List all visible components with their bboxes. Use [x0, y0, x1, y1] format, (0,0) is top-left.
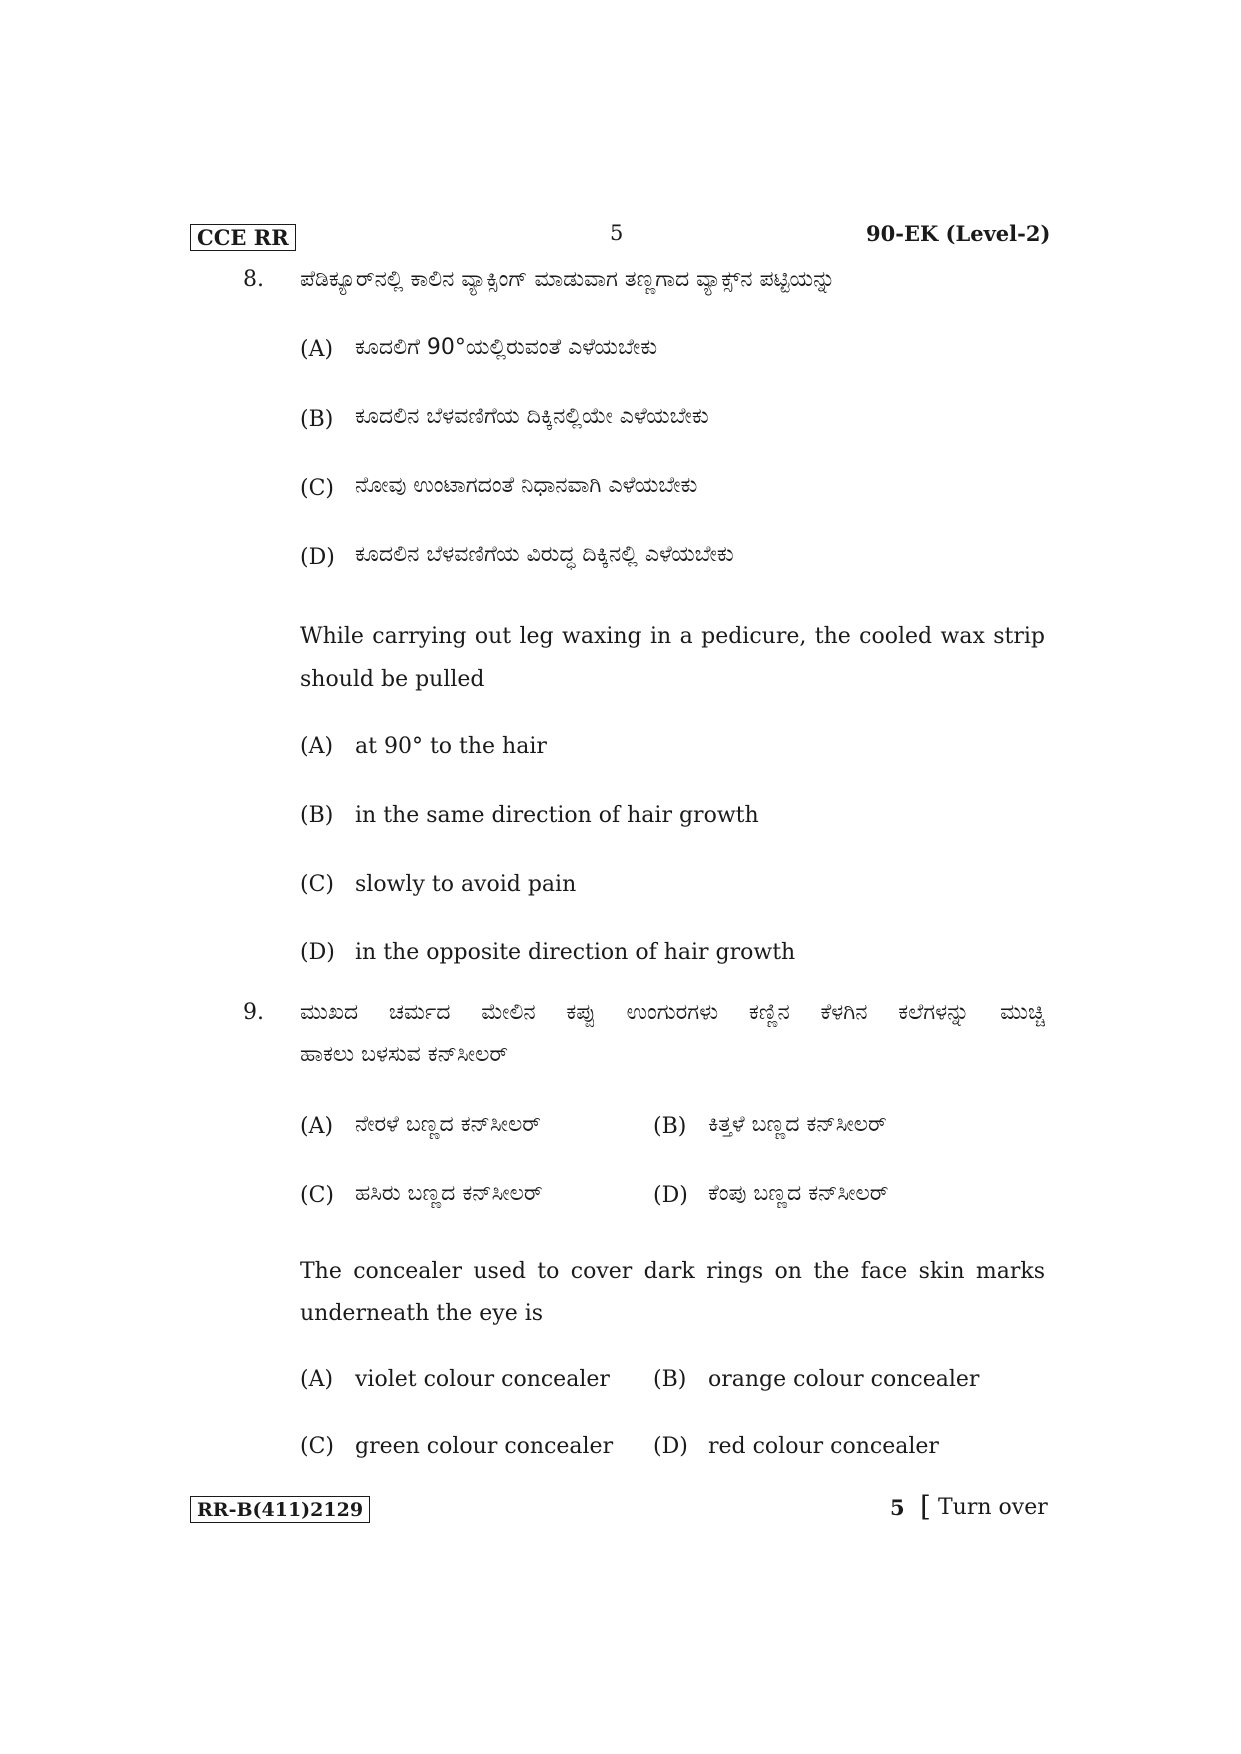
q9-english-stem-line2: underneath the eye is [300, 1301, 544, 1326]
question-8-number: 8. [243, 267, 264, 292]
footer-bracket: [ [920, 1490, 931, 1523]
q9-kannada-stem-line2: ಹಾಕಲು ಬಳಸುವ ಕನ್‌ಸೀಲರ್ [300, 1042, 509, 1067]
q8-kn-option-b-label: (B) [300, 407, 334, 432]
q9-en-option-b-label: (B) [653, 1367, 687, 1392]
q9-kn-option-b-label: (B) [653, 1114, 687, 1139]
q9-en-option-d-text: red colour concealer [708, 1434, 939, 1459]
q9-kn-option-d-text: ಕೆಂಪು ಬಣ್ಣದ ಕನ್‌ಸೀಲರ್ [708, 1181, 889, 1206]
q9-kn-option-c-label: (C) [300, 1183, 334, 1208]
q8-kn-option-a-label: (A) [300, 337, 334, 362]
question-8-kannada-stem: ಪೆಡಿಕ್ಯೂರ್‌ನಲ್ಲಿ ಕಾಲಿನ ವ್ಯಾಕ್ಸಿಂಗ್ ಮಾಡುವಾಗ ತಣ್ಣಗಾದ ವ್ಯಾಕ್ಸ್‌ನ ಪಟ್ಟಿಯನ್ನು [300, 267, 836, 292]
q8-kn-option-a-text: ಕೂದಲಿಗೆ 90°ಯಲ್ಲಿರುವಂತೆ ಎಳೆಯಬೇಕು [355, 335, 658, 360]
header-code-right: 90-EK (Level-2) [866, 221, 1051, 246]
q8-en-option-b-label: (B) [300, 803, 334, 828]
question-9-number: 9. [243, 1000, 264, 1025]
q8-en-option-c-text: slowly to avoid pain [355, 872, 577, 897]
q8-kn-option-d-text: ಕೂದಲಿನ ಬೆಳವಣಿಗೆಯ ವಿರುದ್ಧ ದಿಕ್ಕಿನಲ್ಲಿ ಎಳೆಯಬೇಕು [355, 542, 734, 567]
q8-en-option-d-text: in the opposite direction of hair growth [355, 940, 796, 965]
q9-en-option-c-text: green colour concealer [355, 1434, 614, 1459]
q8-en-option-d-label: (D) [300, 940, 335, 965]
q9-en-option-b-text: orange colour concealer [708, 1367, 980, 1392]
q9-kn-option-d-label: (D) [653, 1183, 688, 1208]
footer-page-number: 5 [890, 1495, 905, 1520]
q9-english-stem-line1: The concealer used to cover dark rings on the face skin marks [300, 1259, 1045, 1284]
q9-kn-option-c-text: ಹಸಿರು ಬಣ್ಣದ ಕನ್‌ಸೀಲರ್ [355, 1181, 543, 1206]
footer-code-left: RR-B(411)2129 [190, 1496, 370, 1523]
q8-en-option-a-text: at 90° to the hair [355, 734, 547, 759]
q8-en-option-c-label: (C) [300, 872, 334, 897]
q8-kn-option-b-text: ಕೂದಲಿನ ಬೆಳವಣಿಗೆಯ ದಿಕ್ಕಿನಲ್ಲಿಯೇ ಎಳೆಯಬೇಕು [355, 404, 709, 429]
q8-english-stem-line2: should be pulled [300, 667, 485, 692]
q9-kn-option-b-text: ಕಿತ್ತಳೆ ಬಣ್ಣದ ಕನ್‌ಸೀಲರ್ [708, 1112, 887, 1137]
q8-en-option-b-text: in the same direction of hair growth [355, 803, 759, 828]
q8-english-stem-line1: While carrying out leg waxing in a pedicure, the cooled wax strip [300, 624, 1045, 649]
q8-kn-option-c-text: ನೋವು ಉಂಟಾಗದಂತೆ ನಿಧಾನವಾಗಿ ಎಳೆಯಬೇಕು [355, 473, 698, 498]
q8-kn-option-d-label: (D) [300, 545, 335, 570]
q9-en-option-d-label: (D) [653, 1434, 688, 1459]
q8-en-option-a-label: (A) [300, 734, 334, 759]
q9-kannada-stem-line1: ಮುಖದ ಚರ್ಮದ ಮೇಲಿನ ಕಪ್ಪು ಉಂಗುರಗಳು ಕಣ್ಣಿನ ಕೆಳಗಿನ ಕಲೆಗಳನ್ನು ಮುಚ್ಚಿ [300, 1000, 1045, 1025]
header-code-left: CCE RR [190, 224, 296, 251]
header-page-number: 5 [610, 221, 624, 245]
q9-kn-option-a-text: ನೇರಳೆ ಬಣ್ಣದ ಕನ್‌ಸೀಲರ್ [355, 1112, 542, 1137]
q9-en-option-a-label: (A) [300, 1367, 334, 1392]
q9-kn-option-a-label: (A) [300, 1114, 334, 1139]
q8-kn-option-c-label: (C) [300, 476, 334, 501]
footer-turn-over: Turn over [938, 1495, 1048, 1520]
q9-en-option-c-label: (C) [300, 1434, 334, 1459]
q9-en-option-a-text: violet colour concealer [355, 1367, 610, 1392]
